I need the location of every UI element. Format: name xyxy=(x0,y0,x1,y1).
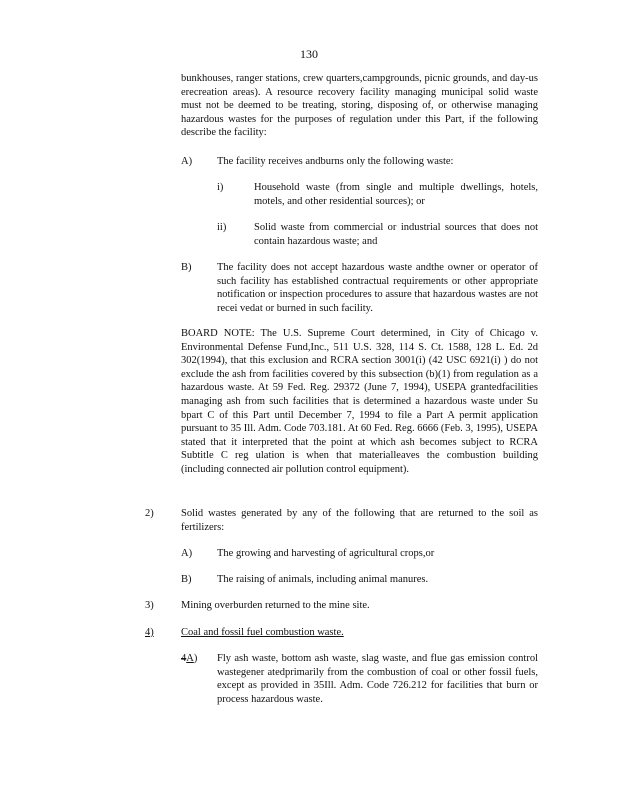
item-4-A-label xyxy=(181,652,197,666)
struck-label: 4 xyxy=(181,653,187,664)
item-A-i-text: Household waste (from single and multiple dwellings, hotels, motels, and other residential sources); or xyxy=(254,182,538,207)
item-2-text: Solid wastes generated by any of the following that are returned to the soil as fertilizers: xyxy=(181,508,538,533)
item-A-label: A) xyxy=(181,156,193,167)
label-paren: ) xyxy=(193,653,198,664)
item-2-label: 2) xyxy=(145,508,154,519)
item-3-text: Mining overburden returned to the mine site. xyxy=(181,600,370,611)
item-4-A-text: Fly ash waste, bottom ash waste, slag waste, and flue gas emission control wastegener atedprimarily from the combustion of coal or other fossil fuels, except as provided in 35Ill. Adm. Code 726.212 for facilities that burn or process hazardous waste. xyxy=(217,653,538,705)
board-note: BOARD NOTE: The U.S. Supreme Court determined, in City of Chicago v. Environmental Defense Fund,Inc., 511 U.S. 328, 114 S. Ct. 1588, 128 L. Ed. 2d 302(1994), that this exclusion and RCRA section 3001(i) (42 USC 6921(i) ) do not exclude the ash from facilities covered by this subsection (b)(1) from regulation as a hazardous waste. At 59 Fed. Reg. 29372 (June 7, 1994), USEPA grantedfacilities managing ash from such facilities that is determined a hazardous waste under Su bpart C of this Part until December 7, 1994 to file a Part A permit application pursuant to 35 Ill. Adm. Code 703.181. At 60 Fed. Reg. 6666 (Feb. 3, 1995), USEPA stated that it interpreted that the point at which ash becomes subject to RCRA Subtitle C reg ulation is when that materialleaves the combustion building (including connected air pollution control equipment). xyxy=(181,328,538,475)
item-4-label: 4) xyxy=(145,627,154,638)
item-B-label: B) xyxy=(181,262,192,273)
item-3-label: 3) xyxy=(145,600,154,611)
item-4-text: Coal and fossil fuel combustion waste. xyxy=(181,627,344,638)
item-2-A-label: A) xyxy=(181,548,193,559)
item-2-A-text: The growing and harvesting of agricultural crops,or xyxy=(217,548,435,559)
page-number: 130 xyxy=(300,47,318,61)
item-2-B-label: B) xyxy=(181,574,192,585)
item-B-text: The facility does not accept hazardous waste andthe owner or operator of such facility has established contractual requirements or other appropriate notification or inspection procedures to assure that hazardous wastes are not recei vedat or burned in such facility. xyxy=(217,262,538,314)
inserted-label: A xyxy=(186,653,194,664)
item-A-i-label: i) xyxy=(217,182,224,193)
item-2-B-text: The raising of animals, including animal manures. xyxy=(217,574,429,585)
item-A-ii-text: Solid waste from commercial or industrial sources that does not contain hazardous waste; and xyxy=(254,222,538,247)
item-A-text: The facility receives andburns only the following waste: xyxy=(217,156,454,167)
item-A-ii-label: ii) xyxy=(217,222,227,233)
intro-paragraph: bunkhouses, ranger stations, crew quarters,campgrounds, picnic grounds, and day-us erecreation areas). A resource recovery facility managing municipal solid waste must not be deemed to be treating, storing, disposing of, or otherwise managing hazardous wastes for the purposes of regulation under this Part, if the following describe the facility: xyxy=(181,73,538,139)
